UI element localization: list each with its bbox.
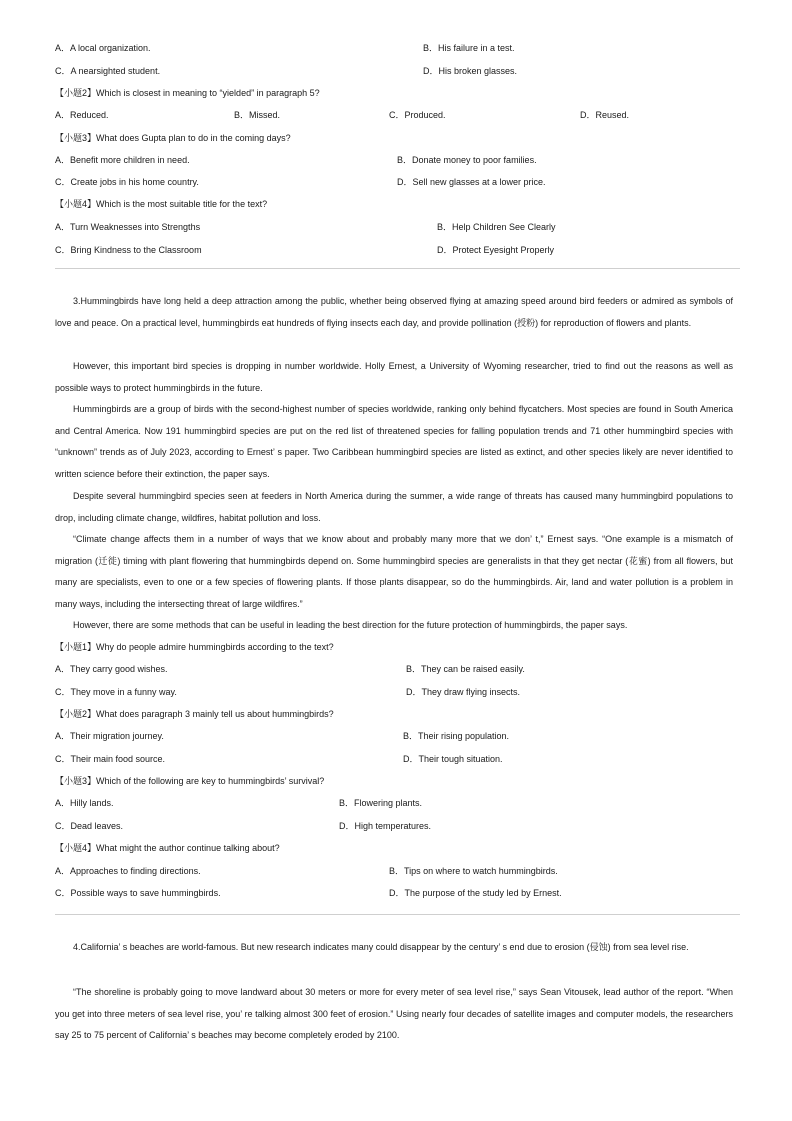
option-c[interactable]: C．Their main food source. bbox=[55, 754, 166, 764]
passage-paragraph: Hummingbirds are a group of birds with the second-highest number of species worldwide, ranking only behind flycatchers. Most species are found in South America and Central America. Now 191 hummingbird species are put on the red list of threatened species for falling population trends and 71 other hummingbird species with “unknown” trends as of July 2023, according to Ernest’ s paper. Two Caribbean hummingbird species are listed as extinct, and other species likely are never identified to written science before their extinction, the paper says. bbox=[55, 404, 733, 479]
section-divider bbox=[55, 914, 740, 915]
passage-paragraph: Despite several hummingbird species seen at feeders in North America during the summer, a wide range of threats has caused many hummingbird populations to drop, including climate change, wildfires, habitat pollution and loss. bbox=[55, 491, 733, 523]
option-b[interactable]: B．Their rising population. bbox=[403, 731, 510, 741]
option-b[interactable]: B．Flowering plants. bbox=[339, 798, 423, 808]
passage-paragraph: However, this important bird species is dropping in number worldwide. Holly Ernest, a University of Wyoming researcher, tried to find out the reasons as well as possible ways to protect hummingbirds in the future. bbox=[55, 361, 733, 393]
passage-paragraph: “Climate change affects them in a number of ways that we know about and probably many more that we don’ t,” Ernest says. “One example is a mismatch of migration (迁徙) timing with plant flowering that hummingbirds depend on. Some hummingbird species are generalists in that they get nectar (花蜜) from all flowers, but many are specialists, even to one or a few species of flowering plants. If those plants disappear, so do the hummingbirds. Air, land and water pollution is a problem in many ways, including the intersecting threat of large wildfires.” bbox=[55, 534, 733, 609]
option-b[interactable]: B．They can be raised easily. bbox=[406, 664, 525, 674]
option-a[interactable]: A．They carry good wishes. bbox=[55, 664, 168, 674]
question-stem: 【小题4】Which is the most suitable title for the text? bbox=[55, 199, 268, 209]
option-a[interactable]: A．Hilly lands. bbox=[55, 798, 114, 808]
question-stem: 【小题4】What might the author continue talking about? bbox=[55, 843, 280, 853]
question-stem: 【小题2】Which is closest in meaning to “yielded” in paragraph 5? bbox=[55, 88, 320, 98]
option-d[interactable]: D．The purpose of the study led by Ernest. bbox=[389, 888, 562, 898]
option-b[interactable]: B．His failure in a test. bbox=[423, 43, 515, 53]
option-d[interactable]: D．Protect Eyesight Properly bbox=[437, 245, 555, 255]
option-c[interactable]: C．Produced. bbox=[389, 110, 446, 120]
question-stem: 【小题3】Which of the following are key to hummingbirds’ survival? bbox=[55, 776, 325, 786]
option-c[interactable]: C．Bring Kindness to the Classroom bbox=[55, 245, 202, 255]
option-c[interactable]: C．Dead leaves. bbox=[55, 821, 124, 831]
question-stem: 【小题2】What does paragraph 3 mainly tell us about hummingbirds? bbox=[55, 709, 334, 719]
option-d[interactable]: D．Reused. bbox=[580, 110, 630, 120]
option-b[interactable]: B．Tips on where to watch hummingbirds. bbox=[389, 866, 558, 876]
option-d[interactable]: D．They draw flying insects. bbox=[406, 687, 521, 697]
passage-paragraph: 3.Hummingbirds have long held a deep attraction among the public, whether being observed flying at amazing speed around bird feeders or admired as symbols of love and peace. On a practical level, hummingbirds eat hundreds of flying insects each day, and provide pollination (授粉) for reproduction of flowers and plants. bbox=[55, 296, 733, 328]
option-d[interactable]: D．Their tough situation. bbox=[403, 754, 503, 764]
option-b[interactable]: B．Missed. bbox=[234, 110, 281, 120]
option-a[interactable]: A．A local organization. bbox=[55, 43, 151, 53]
question-stem: 【小题1】Why do people admire hummingbirds according to the text? bbox=[55, 642, 334, 652]
option-d[interactable]: D．His broken glasses. bbox=[423, 66, 518, 76]
option-d[interactable]: D．High temperatures. bbox=[339, 821, 432, 831]
option-a[interactable]: A．Approaches to finding directions. bbox=[55, 866, 201, 876]
option-c[interactable]: C．Create jobs in his home country. bbox=[55, 177, 199, 187]
passage-paragraph: 4.California’ s beaches are world-famous. But new research indicates many could disappear by the century’ s end due to erosion (侵蚀) from sea level rise. bbox=[73, 942, 689, 952]
passage-paragraph: However, there are some methods that can be useful in leading the best direction for the future protection of hummingbirds, the paper says. bbox=[73, 620, 628, 630]
option-c[interactable]: C．They move in a funny way. bbox=[55, 687, 177, 697]
option-a[interactable]: A．Turn Weaknesses into Strengths bbox=[55, 222, 201, 232]
option-a[interactable]: A．Their migration journey. bbox=[55, 731, 164, 741]
option-a[interactable]: A．Reduced. bbox=[55, 110, 109, 120]
option-a[interactable]: A．Benefit more children in need. bbox=[55, 155, 190, 165]
section-divider bbox=[55, 268, 740, 269]
option-b[interactable]: B．Help Children See Clearly bbox=[437, 222, 556, 232]
question-stem: 【小题3】What does Gupta plan to do in the coming days? bbox=[55, 133, 291, 143]
option-b[interactable]: B．Donate money to poor families. bbox=[397, 155, 537, 165]
option-c[interactable]: C．Possible ways to save hummingbirds. bbox=[55, 888, 221, 898]
passage-paragraph: “The shoreline is probably going to move landward about 30 meters or more for every meter of sea level rise,” says Sean Vitousek, lead author of the report. “When you get into three meters of sea level rise, you’ re talking almost 300 feet of erosion.” Using nearly four decades of satellite images and computer models, the researchers say 25 to 75 percent of California’ s beaches may become completely eroded by 2100. bbox=[55, 987, 733, 1041]
option-c[interactable]: C．A nearsighted student. bbox=[55, 66, 161, 76]
option-d[interactable]: D．Sell new glasses at a lower price. bbox=[397, 177, 546, 187]
